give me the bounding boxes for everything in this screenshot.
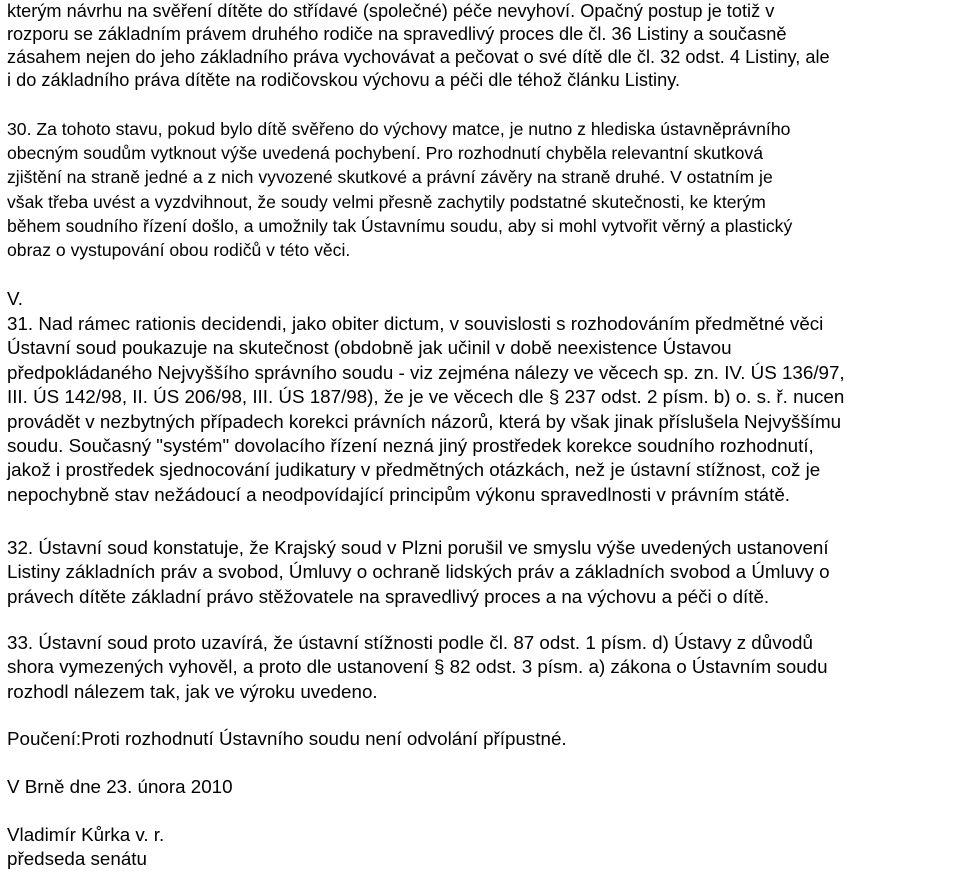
date-place — [7, 775, 233, 799]
text-line: Ústavní soud poukazuje na skutečnost (obdobně jak učinil v době neexistence Ústavou — [7, 337, 732, 359]
text-line: 32. Ústavní soud konstatuje, že Krajský soud v Plzni porušil ve smyslu výše uvedených ustanovení — [7, 537, 829, 558]
text-line: i do základního práva dítěte na rodičovskou výchovu a péči dle téhož článku Listiny. — [7, 70, 680, 90]
paragraph-30 — [7, 117, 792, 262]
section-heading — [7, 287, 23, 311]
pouceni-text: Poučení:Proti rozhodnutí Ústavního soudu není odvolání přípustné. — [7, 728, 567, 749]
text-line: 30. Za tohoto stavu, pokud bylo dítě svěřeno do výchovy matce, je nutno z hlediska ústavněprávního — [7, 119, 791, 139]
text-line: soudu. Současný "systém" dovolacího řízení nezná jiný prostředek korekce soudního rozhodnutí, — [7, 435, 814, 457]
text-line: 33. Ústavní soud proto uzavírá, že ústavní stížnosti podle čl. 87 odst. 1 písm. d) Ústavy z důvodů — [7, 632, 813, 653]
text-line: právech dítěte základní právo stěžovatele na spravedlivý proces a na výchovu a péči o dítě. — [7, 585, 770, 607]
text-line: III. ÚS 142/98, II. ÚS 206/98, III. ÚS 187/98), že je ve věcech dle § 237 odst. 2 písm. b) o. s. ř. nucen — [7, 386, 845, 408]
text-line: provádět v nezbytných případech korekci právních názorů, která by však jinak příslušela Nejvyššímu — [7, 410, 842, 432]
paragraph-33 — [7, 631, 828, 704]
text-line: jakož i prostředek sjednocování judikatury v předmětných otázkách, než je ústavní stížnost, což je — [7, 459, 821, 481]
text-line: 31. Nad rámec rationis decidendi, jako obiter dictum, v souvislosti s rozhodováním předmětné věci — [7, 313, 824, 334]
signer-title: předseda senátu — [7, 848, 147, 870]
text-line: během soudního řízení došlo, a umožnily tak Ústavnímu soudu, aby si mohl vytvořit věrný a plastický — [7, 215, 793, 236]
text-line: zjištění na straně jedné a z nich vyvozené skutkové a právní závěry na straně druhé. V ostatním je — [7, 167, 773, 188]
text-line: obraz o vystupování obou rodičů v této věci. — [7, 240, 351, 261]
text-line: zásahem nejen do jeho základního práva vychovávat a pečovat o své dítě dle čl. 32 odst. 4 Listiny, ale — [7, 47, 830, 67]
text-line: rozporu se základním právem druhého rodiče na spravedlivý proces dle čl. 36 Listiny a současně — [7, 24, 787, 44]
instruction-notice — [7, 727, 567, 751]
section-number: V. — [7, 288, 24, 309]
text-line: kterým návrhu na svěření dítěte do střídavé (společné) péče nevyhoví. Opačný postup je totiž v — [7, 1, 775, 21]
text-line: nepochybně stav nežádoucí a neodpovídající principům výkonu spravedlnosti v právním státě. — [7, 483, 791, 505]
date-line: V Brně dne 23. února 2010 — [7, 776, 233, 797]
text-line: rozhodl nálezem tak, jak ve výroku uvedeno. — [7, 680, 378, 702]
text-line: shora vymezených vyhověl, a proto dle ustanovení § 82 odst. 3 písm. a) zákona o Ústavním soudu — [7, 656, 828, 678]
text-line: Listiny základních práv a svobod, Úmluvy o ochraně lidských práv a základních svobod a Úmluvy o — [7, 561, 830, 583]
signer-name: Vladimír Kůrka v. r. — [7, 824, 165, 845]
text-line: obecným soudům vytknout výše uvedená pochybení. Pro rozhodnutí chyběla relevantní skutková — [7, 143, 763, 164]
paragraph-29-continuation — [7, 0, 830, 92]
text-line: předpokládaného Nejvyššího správního soudu - viz zejména nálezy ve věcech sp. zn. IV. ÚS 136/97, — [7, 361, 845, 383]
signature-block — [7, 823, 164, 872]
paragraph-32 — [7, 536, 830, 609]
text-line: však třeba uvést a vyzdvihnout, že soudy velmi přesně zachytily podstatné skutečnosti, ke kterým — [7, 191, 766, 212]
paragraph-31 — [7, 312, 845, 507]
